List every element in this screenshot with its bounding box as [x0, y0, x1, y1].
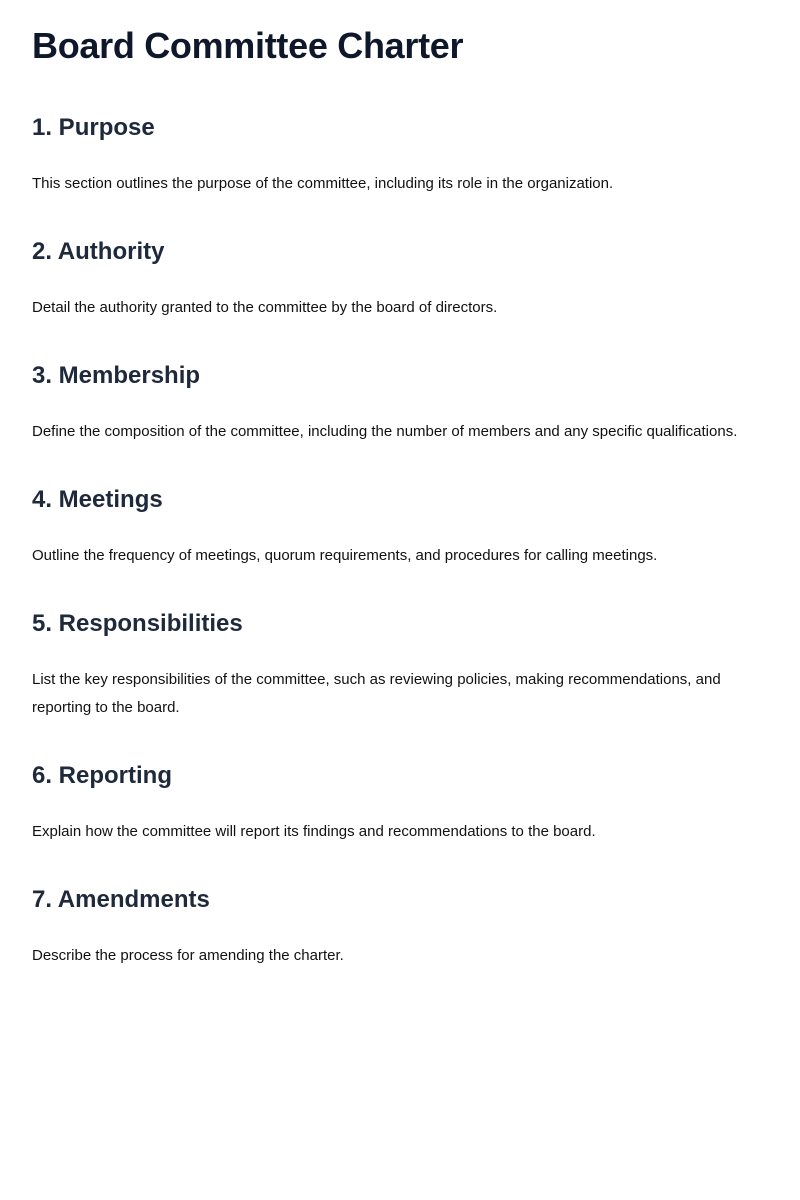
section-body: Outline the frequency of meetings, quorum requirements, and procedures for calling meetings.: [32, 547, 658, 564]
section-responsibilities: [32, 608, 768, 722]
section-heading: 5. Responsibilities: [32, 610, 243, 637]
section-body: List the key responsibilities of the committee, such as reviewing policies, making recommendations, and reporting to the board.: [32, 671, 721, 716]
section-heading: 6. Reporting: [32, 762, 173, 789]
section-meetings: [32, 484, 768, 570]
section-body: This section outlines the purpose of the committee, including its role in the organization.: [32, 175, 614, 192]
section-membership: [32, 360, 768, 446]
section-body: Detail the authority granted to the committee by the board of directors.: [32, 299, 498, 316]
section-body: Define the composition of the committee, including the number of members and any specific qualifications.: [32, 423, 738, 440]
section-authority: [32, 236, 768, 322]
section-reporting: [32, 760, 768, 846]
section-heading: 4. Meetings: [32, 486, 163, 513]
section-heading: 7. Amendments: [32, 886, 210, 913]
section-heading: 2. Authority: [32, 238, 165, 265]
section-heading: 3. Membership: [32, 362, 201, 389]
document-title: Board Committee Charter: [32, 25, 464, 66]
section-body: Explain how the committee will report its findings and recommendations to the board.: [32, 823, 596, 840]
section-amendments: [32, 884, 768, 970]
section-heading: 1. Purpose: [32, 114, 155, 141]
section-body: Describe the process for amending the charter.: [32, 947, 344, 964]
section-purpose: [32, 112, 768, 198]
